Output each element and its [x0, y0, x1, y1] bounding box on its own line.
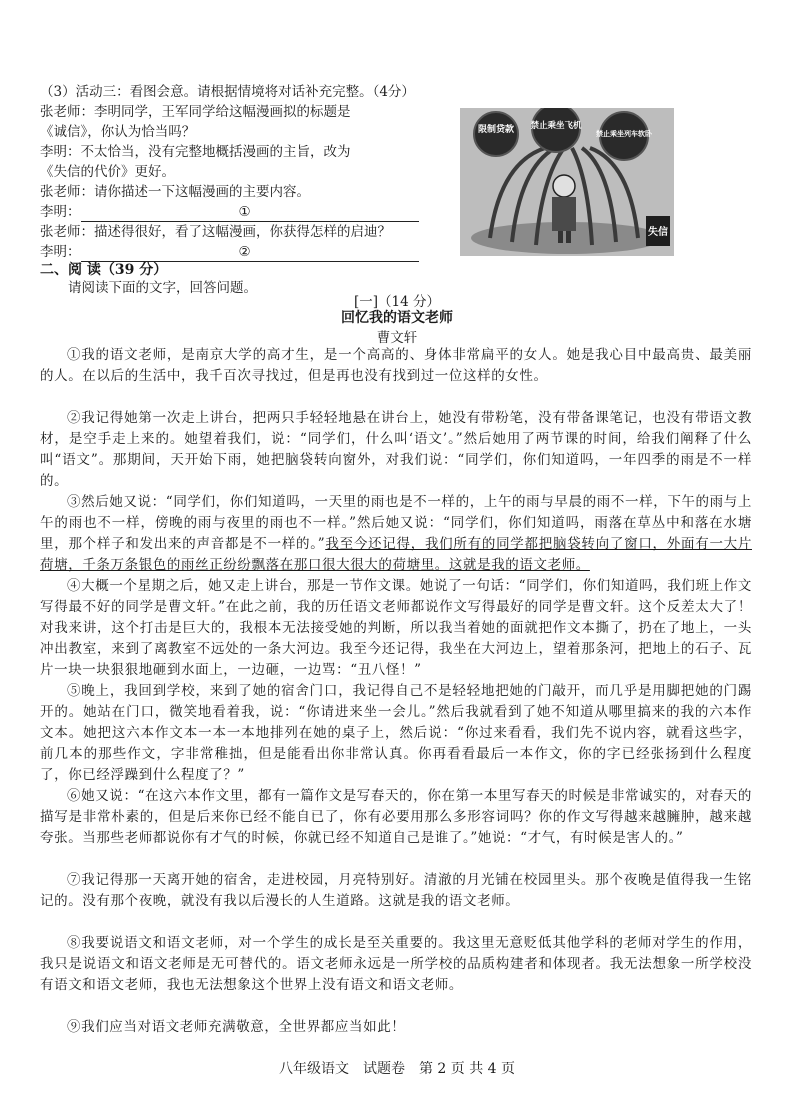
dialogue-line-6: 张老师：描述得很好，看了这幅漫画，你获得怎样的启迪？ — [40, 224, 391, 240]
dialogue-line-2: 《诚信》，你认为恰当吗？ — [40, 124, 196, 140]
answer-line-1[interactable] — [40, 204, 419, 222]
dialogue-line-1: 张老师：李明同学，王军同学给这幅漫画拟的标题是 — [40, 104, 351, 120]
answer-blank-2[interactable] — [81, 244, 419, 262]
dialogue-line-5: 张老师：请你描述一下这幅漫画的主要内容。 — [40, 184, 310, 200]
paragraph-8: ⑧我要说语文和语文老师，对一个学生的成长是至关重要的。我这里无意贬低其他学科的老师对学生的作用，我只是说语文和语文老师是无可替代的。语文老师永远是一所学校的品质构建者和体现者。我无法想象一所学校没有语文和语文老师，我也无法想象这个世界上没有语文和语文老师。 — [40, 935, 752, 993]
paragraph-3-text: ③然后她又说：“同学们，你们知道吗，一天里的雨也是不一样的，上午的雨与早晨的雨不一样，下午的雨与上午的雨也不一样，傍晚的雨与夜里的雨也不一样。”然后她又说：“同学们，你们知道吗，雨落在草丛中和落在水塘里，那个样子和发出来的声音都是不一样的。” — [40, 494, 752, 552]
paragraph-9: ⑨我们应当对语文老师充满敬意，全世界都应当如此！ — [67, 1019, 406, 1035]
paragraph-6: ⑥她又说：“在这六本作文里，都有一篇作文是写春天的，你在第一本里写春天的时候是非常诚实的，对春天的描写是非常朴素的，但是后来你已经不能自已了，你有必要用那么多形容词吗？你的作文写得越来越臃肿，越来越夸张。当那些老师都说你有才气的时候，你就已经不知道自己是谁了。”她说：“才气，有时候是害人的。” — [40, 788, 752, 846]
answer-line-2[interactable] — [40, 244, 419, 262]
cartoon-ball-2-text: 禁止乘坐飞机 — [530, 121, 582, 131]
cartoon-ball-1-text: 限制贷款 — [477, 125, 515, 135]
article-title: 回忆我的语文老师 — [341, 310, 453, 326]
page-footer: 八年级语文 试题卷 第 2 页 共 4 页 — [278, 1061, 516, 1077]
paragraph-1: ①我的语文老师，是南京大学的高才生，是一个高高的、身体非常扁平的女人。她是我心目中最高贵、最美丽的人。在以后的生活中，我千百次寻找过，但是再也没有找到过一位这样的女性。 — [40, 347, 752, 384]
cartoon-tag-text: 失信 — [648, 227, 668, 238]
paragraph-3 — [40, 492, 752, 576]
answer-1-mark: ① — [238, 204, 251, 220]
paragraph-7: ⑦我记得那一天离开她的宿舍，走进校园，月亮特别好。清澈的月光铺在校园里头。那个夜晚是值得我一生铭记的。没有那个夜晚，就没有我以后漫长的人生道路。这就是我的语文老师。 — [40, 872, 752, 909]
paragraph-4: ④大概一个星期之后，她又走上讲台，那是一节作文课。她说了一句话：“同学们，你们知道吗，我们班上作文写得最不好的同学是曹文轩。”在此之前，我的历任语文老师都说作文写得最好的同学是曹文轩。这个反差太大了！对我来讲，这个打击是巨大的，我根本无法接受她的判断，所以我当着她的面就把作文本撕了，扔在了地上，一头冲出教室，来到了离教室不远处的一条大河边。我至今还记得，我坐在大河边上，望着那条河，把地上的石子、瓦片一块一块狠狠地砸到水面上，一边砸，一边骂：“丑八怪！” — [40, 578, 752, 678]
part-label: [一]（14 分） — [353, 294, 440, 310]
section-title: 二、阅 读（39 分） — [40, 262, 168, 278]
section-instruction: 请阅读下面的文字，回答问题。 — [68, 280, 257, 296]
article-author: 曹文轩 — [376, 330, 418, 346]
paragraph-5: ⑤晚上，我回到学校，来到了她的宿舍门口，我记得自己不是轻轻地把她的门敲开，而几乎是用脚把她的门踢开的。她站在门口，微笑地看着我，说：“你请进来坐一会儿。”然后我就看到了她不知道从哪里搞来的我的六本作文本。她把这六本作文本一本一本地排列在她的桌子上，然后说：“你过来看看，我们先不说内容，就看这些字，前几本的那些作文，字非常稚拙，但是能看出你非常认真。你再看看最后一本作文，你的字已经张扬到什么程度了，你已经浮躁到什么程度了？” — [40, 683, 752, 783]
cartoon-image — [460, 108, 674, 256]
paragraph-2: ②我记得她第一次走上讲台，把两只手轻轻地悬在讲台上，她没有带粉笔，没有带备课笔记，也没有带语文教材，是空手走上来的。她望着我们，说：“同学们，什么叫‘语文’。”然后她用了两节课的时间，给我们阐释了什么叫“语文”。那期间，天开始下雨，她把脑袋转向窗外，对我们说：“同学们，你们知道吗，一年四季的雨是不一样的。 — [40, 410, 752, 489]
answer-2-speaker: 李明： — [40, 244, 81, 260]
question-3-label: （3）活动三：看图会意。请根据情境将对话补充完整。（4分） — [40, 84, 415, 100]
dialogue-line-4: 《失信的代价》更好。 — [40, 164, 175, 180]
answer-blank-1[interactable] — [81, 204, 419, 222]
dialogue-line-3: 李明：不太恰当，没有完整地概括漫画的主旨，改为 — [40, 144, 351, 160]
answer-2-mark: ② — [238, 244, 251, 260]
cartoon-ball-3-text: 禁止乘坐列车软卧 — [596, 130, 652, 138]
paragraph-3-underlined: 我至今还记得，我们所有的同学都把脑袋转向了窗口，外面有一大片荷塘，千条万条银色的雨丝正纷纷飘落在那口很大很大的荷塘里。这就是我的语文老师。 — [40, 536, 752, 573]
answer-1-speaker: 李明： — [40, 204, 81, 220]
